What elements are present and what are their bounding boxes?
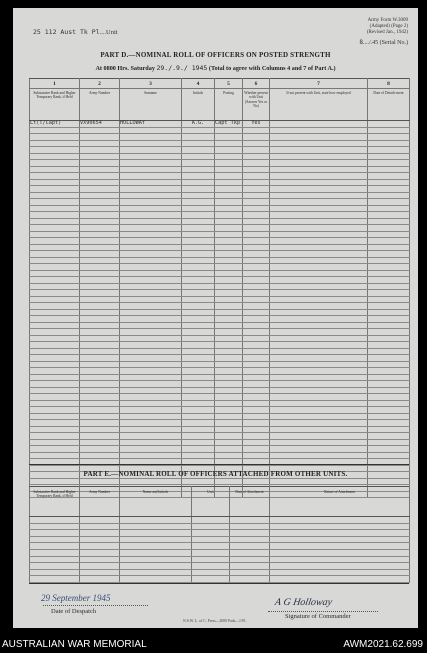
header-army-number: Army Number <box>80 487 120 517</box>
commander-signature: A G Holloway <box>274 597 334 608</box>
blank-cell <box>192 523 230 530</box>
blank-cell <box>80 543 120 550</box>
army-form-page <box>13 8 418 628</box>
part-divider <box>29 464 409 465</box>
column-number-row <box>30 79 410 89</box>
blank-row <box>30 530 410 537</box>
header-army-number: Army Number <box>80 89 120 121</box>
despatch-label: Date of Despatch <box>51 608 97 615</box>
despatch-dotted-line <box>43 605 148 606</box>
army-form-revised: (Revised Jan., 1942) <box>366 30 408 35</box>
blank-row <box>30 556 410 563</box>
blank-cell <box>120 536 192 543</box>
blank-cell <box>192 563 230 570</box>
blank-cell <box>120 523 192 530</box>
blank-cell <box>80 530 120 537</box>
header-employment: If not present with Unit, state how employed <box>270 89 368 121</box>
blank-cell <box>30 517 80 524</box>
blank-cell <box>230 576 270 583</box>
army-number-cell: VX90654 <box>80 121 120 128</box>
posting-cell: Capt Tkp <box>215 121 243 128</box>
blank-cell <box>192 543 230 550</box>
column-number: 1 <box>30 79 80 89</box>
blank-cell <box>120 569 192 576</box>
part-d-title: PART D.—NOMINAL ROLL OF OFFICERS ON POSTED STRENGTH <box>100 51 331 59</box>
blank-cell <box>230 563 270 570</box>
army-form-number: Army Form W.3009 <box>367 18 408 23</box>
column-header-row <box>30 89 410 121</box>
blank-row <box>30 569 410 576</box>
blank-cell <box>270 517 410 524</box>
part-d-table <box>29 78 410 498</box>
blank-cell <box>30 543 80 550</box>
blank-cell <box>192 536 230 543</box>
blank-cell <box>120 576 192 583</box>
blank-cell <box>230 543 270 550</box>
header-detachment: Date of Detach-ment <box>368 89 410 121</box>
unit-line <box>33 28 118 36</box>
present-cell: Yes <box>243 121 270 128</box>
blank-rows <box>30 517 410 583</box>
blank-cell <box>230 530 270 537</box>
blank-cell <box>230 523 270 530</box>
blank-cell <box>230 536 270 543</box>
accession-number: AWM2021.62.699 <box>343 639 423 650</box>
despatch-date: 29 September 1945 <box>41 593 111 603</box>
army-form-reference <box>338 18 408 36</box>
blank-cell <box>120 543 192 550</box>
header-rank: Substantive Rank and Higher Temporary Rank, if Held <box>30 487 80 517</box>
unit-name: 25 112 Aust Tk Pl <box>33 28 100 36</box>
archive-caption-bar <box>0 636 427 653</box>
blank-cell <box>30 569 80 576</box>
blank-cell <box>192 517 230 524</box>
header-surname: Surname <box>120 89 182 121</box>
part-e-title: PART E.—NOMINAL ROLL OF OFFICERS ATTACHED FROM OTHER UNITS. <box>83 470 348 478</box>
blank-cell <box>270 556 410 563</box>
blank-cell <box>270 576 410 583</box>
blank-cell <box>120 530 192 537</box>
blank-cell <box>192 556 230 563</box>
blank-row <box>30 543 410 550</box>
column-number: 6 <box>243 79 270 89</box>
strength-note: (Total to agree with Columns 4 and 7 of Part A.) <box>208 65 336 72</box>
roll-date: 29./.9./ 1945 <box>156 64 208 72</box>
blank-cell <box>30 549 80 556</box>
blank-cell <box>80 563 120 570</box>
header-attachment-date: Date of Attachment <box>230 487 270 517</box>
blank-cell <box>120 549 192 556</box>
blank-row <box>30 549 410 556</box>
blank-cell <box>120 563 192 570</box>
blank-cell <box>30 530 80 537</box>
blank-cell <box>80 523 120 530</box>
blank-cell <box>192 569 230 576</box>
header-initials: Initials <box>182 89 215 121</box>
institution-name: AUSTRALIAN WAR MEMORIAL <box>2 639 147 650</box>
header-attachment-nature: Nature of Attachment <box>270 487 410 517</box>
blank-cell <box>120 556 192 563</box>
blank-cell <box>30 536 80 543</box>
blank-cell <box>192 530 230 537</box>
blank-cell <box>230 517 270 524</box>
blank-cell <box>30 556 80 563</box>
serial-label: ..../.45 (Serial No.) <box>363 40 408 46</box>
part-e-table <box>29 486 410 583</box>
header-present: Whether present with Unit (Answer Yes or No) <box>243 89 270 121</box>
blank-cell <box>120 517 192 524</box>
column-number: 7 <box>270 79 368 89</box>
blank-row <box>30 563 410 570</box>
blank-cell <box>80 576 120 583</box>
at-label: At 0800 Hrs. Saturday <box>95 65 155 72</box>
initials-cell: A.G. <box>182 121 215 128</box>
surname-cell: HOLLOWAY <box>120 121 182 128</box>
blank-cell <box>192 576 230 583</box>
column-number: 8 <box>368 79 410 89</box>
column-number: 2 <box>80 79 120 89</box>
form-bottom-rule <box>29 583 409 584</box>
blank-cell <box>30 563 80 570</box>
blank-cell <box>230 556 270 563</box>
blank-cell <box>270 523 410 530</box>
blank-cell <box>270 530 410 537</box>
signature-dotted-line <box>268 611 378 612</box>
column-number: 5 <box>215 79 243 89</box>
unit-suffix: ....Unit <box>99 29 118 36</box>
blank-cell <box>80 556 120 563</box>
blank-cell <box>80 549 120 556</box>
column-number: 4 <box>182 79 215 89</box>
header-unit: Unit <box>192 487 230 517</box>
army-form-adapted: (Adapted) (Page 2) <box>369 24 408 29</box>
column-number: 3 <box>120 79 182 89</box>
blank-row <box>30 517 410 524</box>
blank-cell <box>192 549 230 556</box>
header-rank: Substantive Rank and Higher Temporary Rank, if Held <box>30 89 80 121</box>
blank-row <box>30 576 410 583</box>
blank-cell <box>270 563 410 570</box>
serial-value: 8 <box>359 39 363 46</box>
blank-cell <box>270 549 410 556</box>
blank-cell <box>80 517 120 524</box>
header-name-initials: Name and Initials <box>120 487 192 517</box>
blank-cell <box>230 549 270 556</box>
blank-cell <box>80 536 120 543</box>
serial-number <box>359 39 408 46</box>
blank-cell <box>230 569 270 576</box>
strength-line <box>13 64 418 72</box>
blank-cell <box>270 569 410 576</box>
blank-cell <box>270 543 410 550</box>
blank-cell <box>30 576 80 583</box>
rank-cell: Lt(T/Capt) <box>30 121 80 128</box>
blank-row <box>30 523 410 530</box>
blank-rows <box>30 127 410 498</box>
blank-cell <box>270 536 410 543</box>
blank-row <box>30 536 410 543</box>
attached-header-row <box>30 487 410 517</box>
printer-imprint: N.S.W. L. of C. Press—2000 Pads—1/91. <box>183 619 247 623</box>
blank-cell <box>30 523 80 530</box>
header-posting: Posting <box>215 89 243 121</box>
signature-label: Signature of Commander <box>285 613 351 620</box>
blank-cell <box>80 569 120 576</box>
